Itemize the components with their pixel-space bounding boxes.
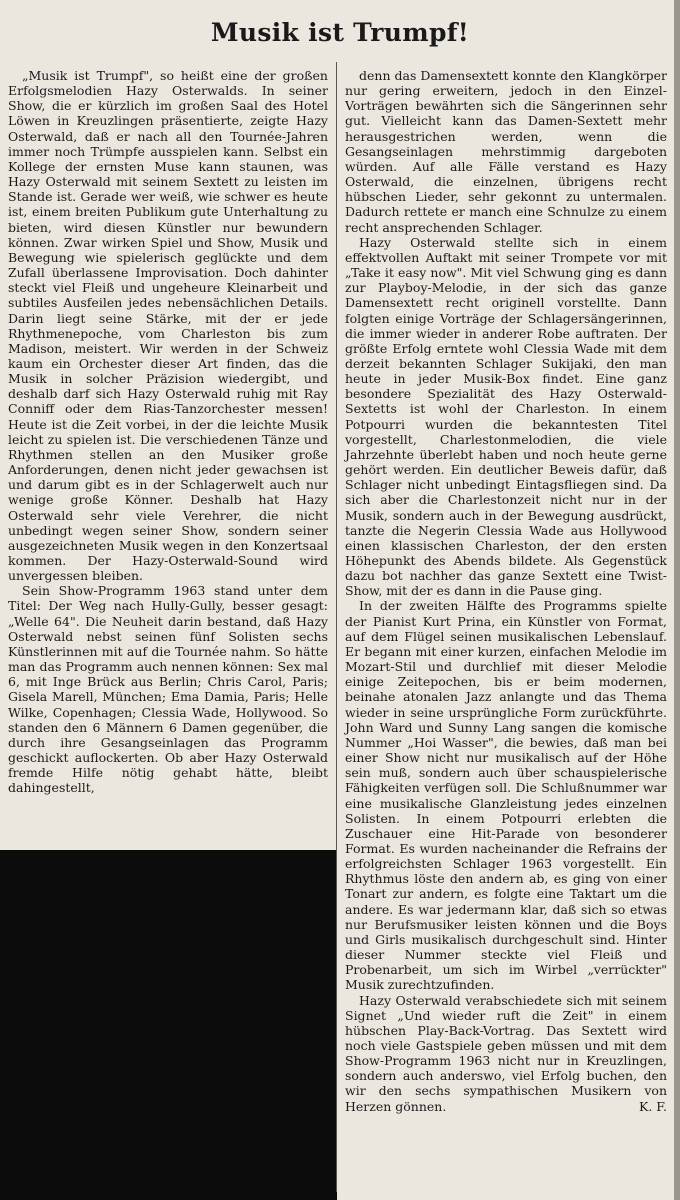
paragraph-text: Hazy Osterwald verabschiedete sich mit seinem Signet „Und wieder ruft die Zeit" in einem hübschen Play-Back-Vortrag. Das Sextett wird noch viele Gastspiele geben müssen und mit dem Show-Programm 1963 nicht nur in Kreuzlingen, sondern auch anderswo, viel Erfolg buchen, den wir den sechs sympathischen Musikern von Herzen gönnen. — [345, 992, 667, 1114]
paragraph: denn das Damensextett konnte den Klangkörper nur gering erweitern, jedoch in den Einzel-Vorträgen bewährten sich die Sängerinnen sehr gut. Vielleicht kann das Damen-Sextett mehr herausgestrichen werden, wenn die Gesangseinlagen mehrstimmig dargeboten würden. Auf alle Fälle verstand es Hazy Osterwald, die einzelnen, übrigens recht hübschen Lieder, sehr gekonnt zu untermalen. Dadurch rettete er manch eine Schnulze zu einem recht ansprechenden Schlager. — [345, 68, 667, 235]
left-column — [8, 68, 328, 796]
paragraph: Sein Show-Programm 1963 stand unter dem Titel: Der Weg nach Hully-Gully, besser gesagt: „Welle 64". Die Neuheit darin bestand, daß Hazy Osterwald nebst seinen fünf Solisten sechs Künstlerinnen mit auf die Tournée nahm. So hätte man das Programm auch nennen können: Sex mal 6, mit Inge Brück aus Berlin; Chris Carol, Paris; Gisela Marell, München; Ema Damia, Paris; Helle Wilke, Copenhagen; Clessia Wade, Hollywood. So standen den 6 Männern 6 Damen gegenüber, die durch ihre Gesangseinlagen das Programm geschickt auflockerten. Ob aber Hazy Osterwald fremde Hilfe nötig gehabt hätte, bleibt dahingestellt, — [8, 583, 328, 796]
dark-background — [0, 850, 337, 1200]
paragraph: Hazy Osterwald stellte sich in einem effektvollen Auftakt mit seiner Trompete vor mit „Take it easy now". Mit viel Schwung ging es dann zur Playboy-Melodie, in der sich das ganze Damensextett recht originell vorstellte. Dann folgten einige Vorträge der Schlagersängerinnen, die immer wieder in anderer Robe auftraten. Der größte Erfolg erntete wohl Clessia Wade mit dem derzeit bekannten Schlager Sukijaki, den man heute in jeder Musik-Box findet. Eine ganz besondere Spezialität des Hazy Osterwald-Sextetts ist wohl der Charleston. In einem Potpourri wurden die bekanntesten Titel vorgestellt, Charlestonmelodien, die viele Jahrzehnte überlebt haben und noch heute gerne gehört werden. Ein deutlicher Beweis dafür, daß Schlager nicht unbedingt Eintagsfliegen sind. Da sich aber die Charlestonzeit nicht nur in der Musik, sondern auch in der Bewegung ausdrückt, tanzte die Negerin Clessia Wade aus Hollywood einen klassischen Charleston, der den ersten Höhepunkt des Abends bildete. Als Gegenstück dazu bot nachher das ganze Sextett eine Twist-Show, mit der es dann in die Pause ging. — [345, 234, 667, 599]
article-title: Musik ist Trumpf! — [210, 18, 470, 47]
column-divider — [336, 62, 337, 1192]
page-edge — [674, 0, 680, 1200]
paragraph: In der zweiten Hälfte des Programms spielte der Pianist Kurt Prina, ein Künstler von Format, auf dem Flügel seinen musikalischen Lebenslauf. Er begann mit einer kurzen, einfachen Melodie im Mozart-Stil und durchlief mit dieser Melodie einige Zeitepochen, bis er beim modernen, beinahe atonalen Jazz anlangte und das Thema wieder in seine ursprüngliche Form zurückführte. John Ward und Sunny Lang sangen die komische Nummer „Hoi Wasser", die bewies, daß man bei einer Show nicht nur musikalisch auf der Höhe sein muß, sondern auch über schauspielerische Fähigkeiten verfügen soll. Die Schlußnummer war eine musikalische Glanzleistung jedes einzelnen Solisten. In einem Potpourri erlebten die Zuschauer eine Hit-Parade von besonderer Format. Es wurden nacheinander die Refrains der erfolgreichsten Schlager 1963 vorgestellt. Ein Rhythmus löste den andern ab, es ging von einer Tonart zur andern, es folgte eine Taktart um die andere. Es war jedermann klar, daß sich so etwas nur Berufsmusiker leisten können und die Boys und Girls musikalisch durchgeschult sind. Hinter dieser Nummer steckte viel Fleiß und Probenarbeit, um sich im Wirbel „verrückter" Musik zurechtzufinden. — [345, 598, 667, 993]
right-column — [345, 68, 667, 1114]
paragraph: „Musik ist Trumpf", so heißt eine der großen Erfolgsmelodien Hazy Osterwalds. In seiner Show, die er kürzlich im großen Saal des Hotel Löwen in Kreuzlingen präsentierte, zeigte Hazy Osterwald, daß er nach all den Tournée-Jahren immer noch Trümpfe ausspielen kann. Selbst ein Kollege der ernsten Muse kann staunen, was Hazy Osterwald mit seinem Sextett zu leisten im Stande ist. Gerade wer weiß, wie schwer es heute ist, einem breiten Publikum gute Unterhaltung zu bieten, wird diesen Künstler nur bewundern können. Zwar wirken Spiel und Show, Musik und Bewegung wie spielerisch geglückte und dem Zufall überlassene Improvisation. Doch dahinter steckt viel Fleiß und ungeheure Kleinarbeit und subtiles Ausfeilen jedes nebensächlichen Details. Darin liegt seine Stärke, mit der er jede Rhythmenepoche, vom Charleston bis zum Madison, meistert. Wir werden in der Schweiz kaum ein Orchester dieser Art finden, das die Musik in solcher Präzision wiedergibt, und deshalb darf sich Hazy Osterwald ruhig mit Ray Conniff oder dem Rias-Tanzorchester messen! Heute ist die Zeit vorbei, in der die leichte Musik leicht zu spielen ist. Die verschiedenen Tänze und Rhythmen stellen an den Musiker große Anforderungen, denen nicht jeder gewachsen ist und darum gibt es in der Schlagerwelt auch nur wenige große Könner. Deshalb hat Hazy Osterwald sehr viele Verehrer, die nicht unbedingt wegen seiner Show, sondern seiner ausgezeichneten Musik wegen in den Konzertsaal kommen. Der Hazy-Osterwald-Sound wird unvergessen bleiben. — [8, 68, 328, 584]
author-signature: K. F. — [639, 1098, 667, 1114]
paragraph-last — [345, 993, 667, 1114]
